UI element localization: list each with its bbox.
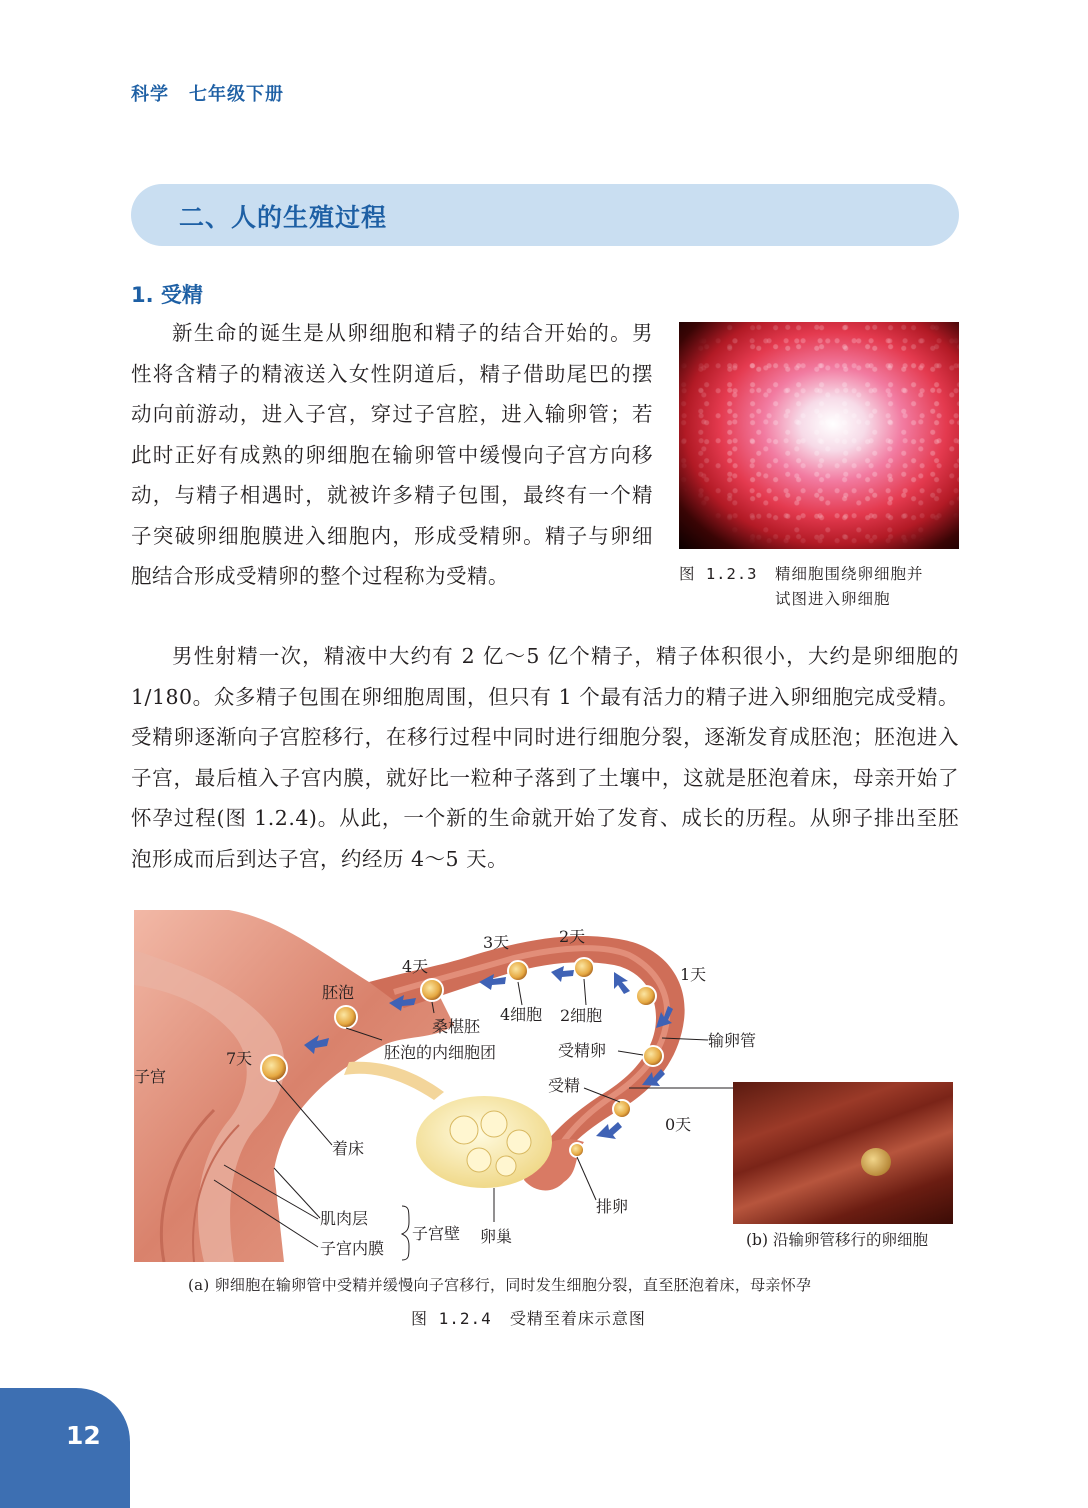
figure-1-2-4-caption — [411, 1306, 646, 1329]
caption-b: (b) 沿输卵管移行的卵细胞 — [746, 1231, 928, 1249]
subsection-title: 1. 受精 — [131, 283, 203, 307]
header-subject: 科学 — [131, 84, 169, 105]
fertilization-diagram — [134, 910, 956, 1262]
sperm-egg-photo — [679, 322, 959, 549]
header-grade: 七年级下册 — [189, 84, 284, 105]
page-number-tab — [0, 1388, 130, 1508]
label-fertilization: 受精 — [548, 1076, 581, 1095]
label-day-0: 0天 — [665, 1115, 692, 1134]
label-day-1: 1天 — [680, 965, 707, 984]
label-oviduct: 输卵管 — [708, 1031, 757, 1050]
book-header — [131, 80, 284, 106]
paragraph-2: 男性射精一次，精液中大约有 2 亿～5 亿个精子，精子体积很小，大约是卵细胞的 1/180。众多精子包围在卵细胞周围，但只有 1 个最有活力的精子进入卵细胞完成受精。受精卵逐渐向子宫腔移行，在移行过程中同时进行细胞分裂，逐渐发育成胚泡；胚泡进入子宫，最后植入子宫内膜，就好比一粒种子落到了土壤中，这就是胚泡着床，母亲开始了怀孕过程(图 1.2.4)。从此，一个新的生命就开始了发育、成长的历程。从卵子排出至胚泡形成而后到达子宫，约经历 4～5 天。 — [131, 644, 959, 871]
label-day-7: 7天 — [226, 1049, 253, 1068]
label-uterus: 子宫 — [134, 1067, 167, 1086]
label-muscle-layer: 肌肉层 — [320, 1209, 369, 1228]
label-blastocyst: 胚泡 — [322, 983, 355, 1002]
label-ovary: 卵巢 — [480, 1227, 513, 1246]
oviduct-photo — [733, 1082, 953, 1224]
caption-a: (a) 卵细胞在输卵管中受精并缓慢向子宫移行，同时发生细胞分裂，直至胚泡着床，母亲怀孕 — [188, 1276, 812, 1294]
figure-number: 图 1.2.4 — [411, 1309, 492, 1328]
section-title: 二、人的生殖过程 — [179, 203, 388, 232]
label-day-3: 3天 — [483, 933, 510, 952]
label-2-cell: 2细胞 — [560, 1006, 603, 1025]
figure-number: 图 1.2.3 — [679, 565, 758, 583]
figure-title: 受精至着床示意图 — [509, 1309, 646, 1328]
label-endometrium: 子宫内膜 — [320, 1239, 385, 1258]
label-day-2: 2天 — [559, 927, 586, 946]
label-inner-cell-mass: 胚泡的内细胞团 — [384, 1043, 497, 1062]
photo-texture — [679, 322, 959, 549]
page-number: 12 — [66, 1421, 101, 1450]
label-ovulation: 排卵 — [596, 1197, 629, 1216]
label-uterine-wall: 子宫壁 — [412, 1224, 461, 1243]
label-morula: 桑椹胚 — [432, 1017, 481, 1036]
caption-line-2: 试图进入卵细胞 — [775, 590, 891, 608]
caption-line-1: 精细胞围绕卵细胞并 — [775, 565, 924, 583]
label-4-cell: 4细胞 — [500, 1005, 543, 1024]
egg-cell-in-oviduct — [861, 1148, 891, 1176]
section-title-bar — [131, 184, 959, 246]
paragraph-1: 新生命的诞生是从卵细胞和精子的结合开始的。男性将含精子的精液送入女性阴道后，精子借助尾巴的摆动向前游动，进入子宫，穿过子宫腔，进入输卵管；若此时正好有成熟的卵细胞在输卵管中缓慢向子宫方向移动，与精子相遇时，就被许多精子包围，最终有一个精子突破卵细胞膜进入细胞内，形成受精卵。精子与卵细胞结合形成受精卵的整个过程称为受精。 — [131, 321, 653, 588]
figure-1-2-3-caption — [679, 562, 969, 612]
label-implantation: 着床 — [332, 1139, 365, 1158]
label-day-4: 4天 — [402, 957, 429, 976]
label-zygote: 受精卵 — [558, 1041, 607, 1060]
